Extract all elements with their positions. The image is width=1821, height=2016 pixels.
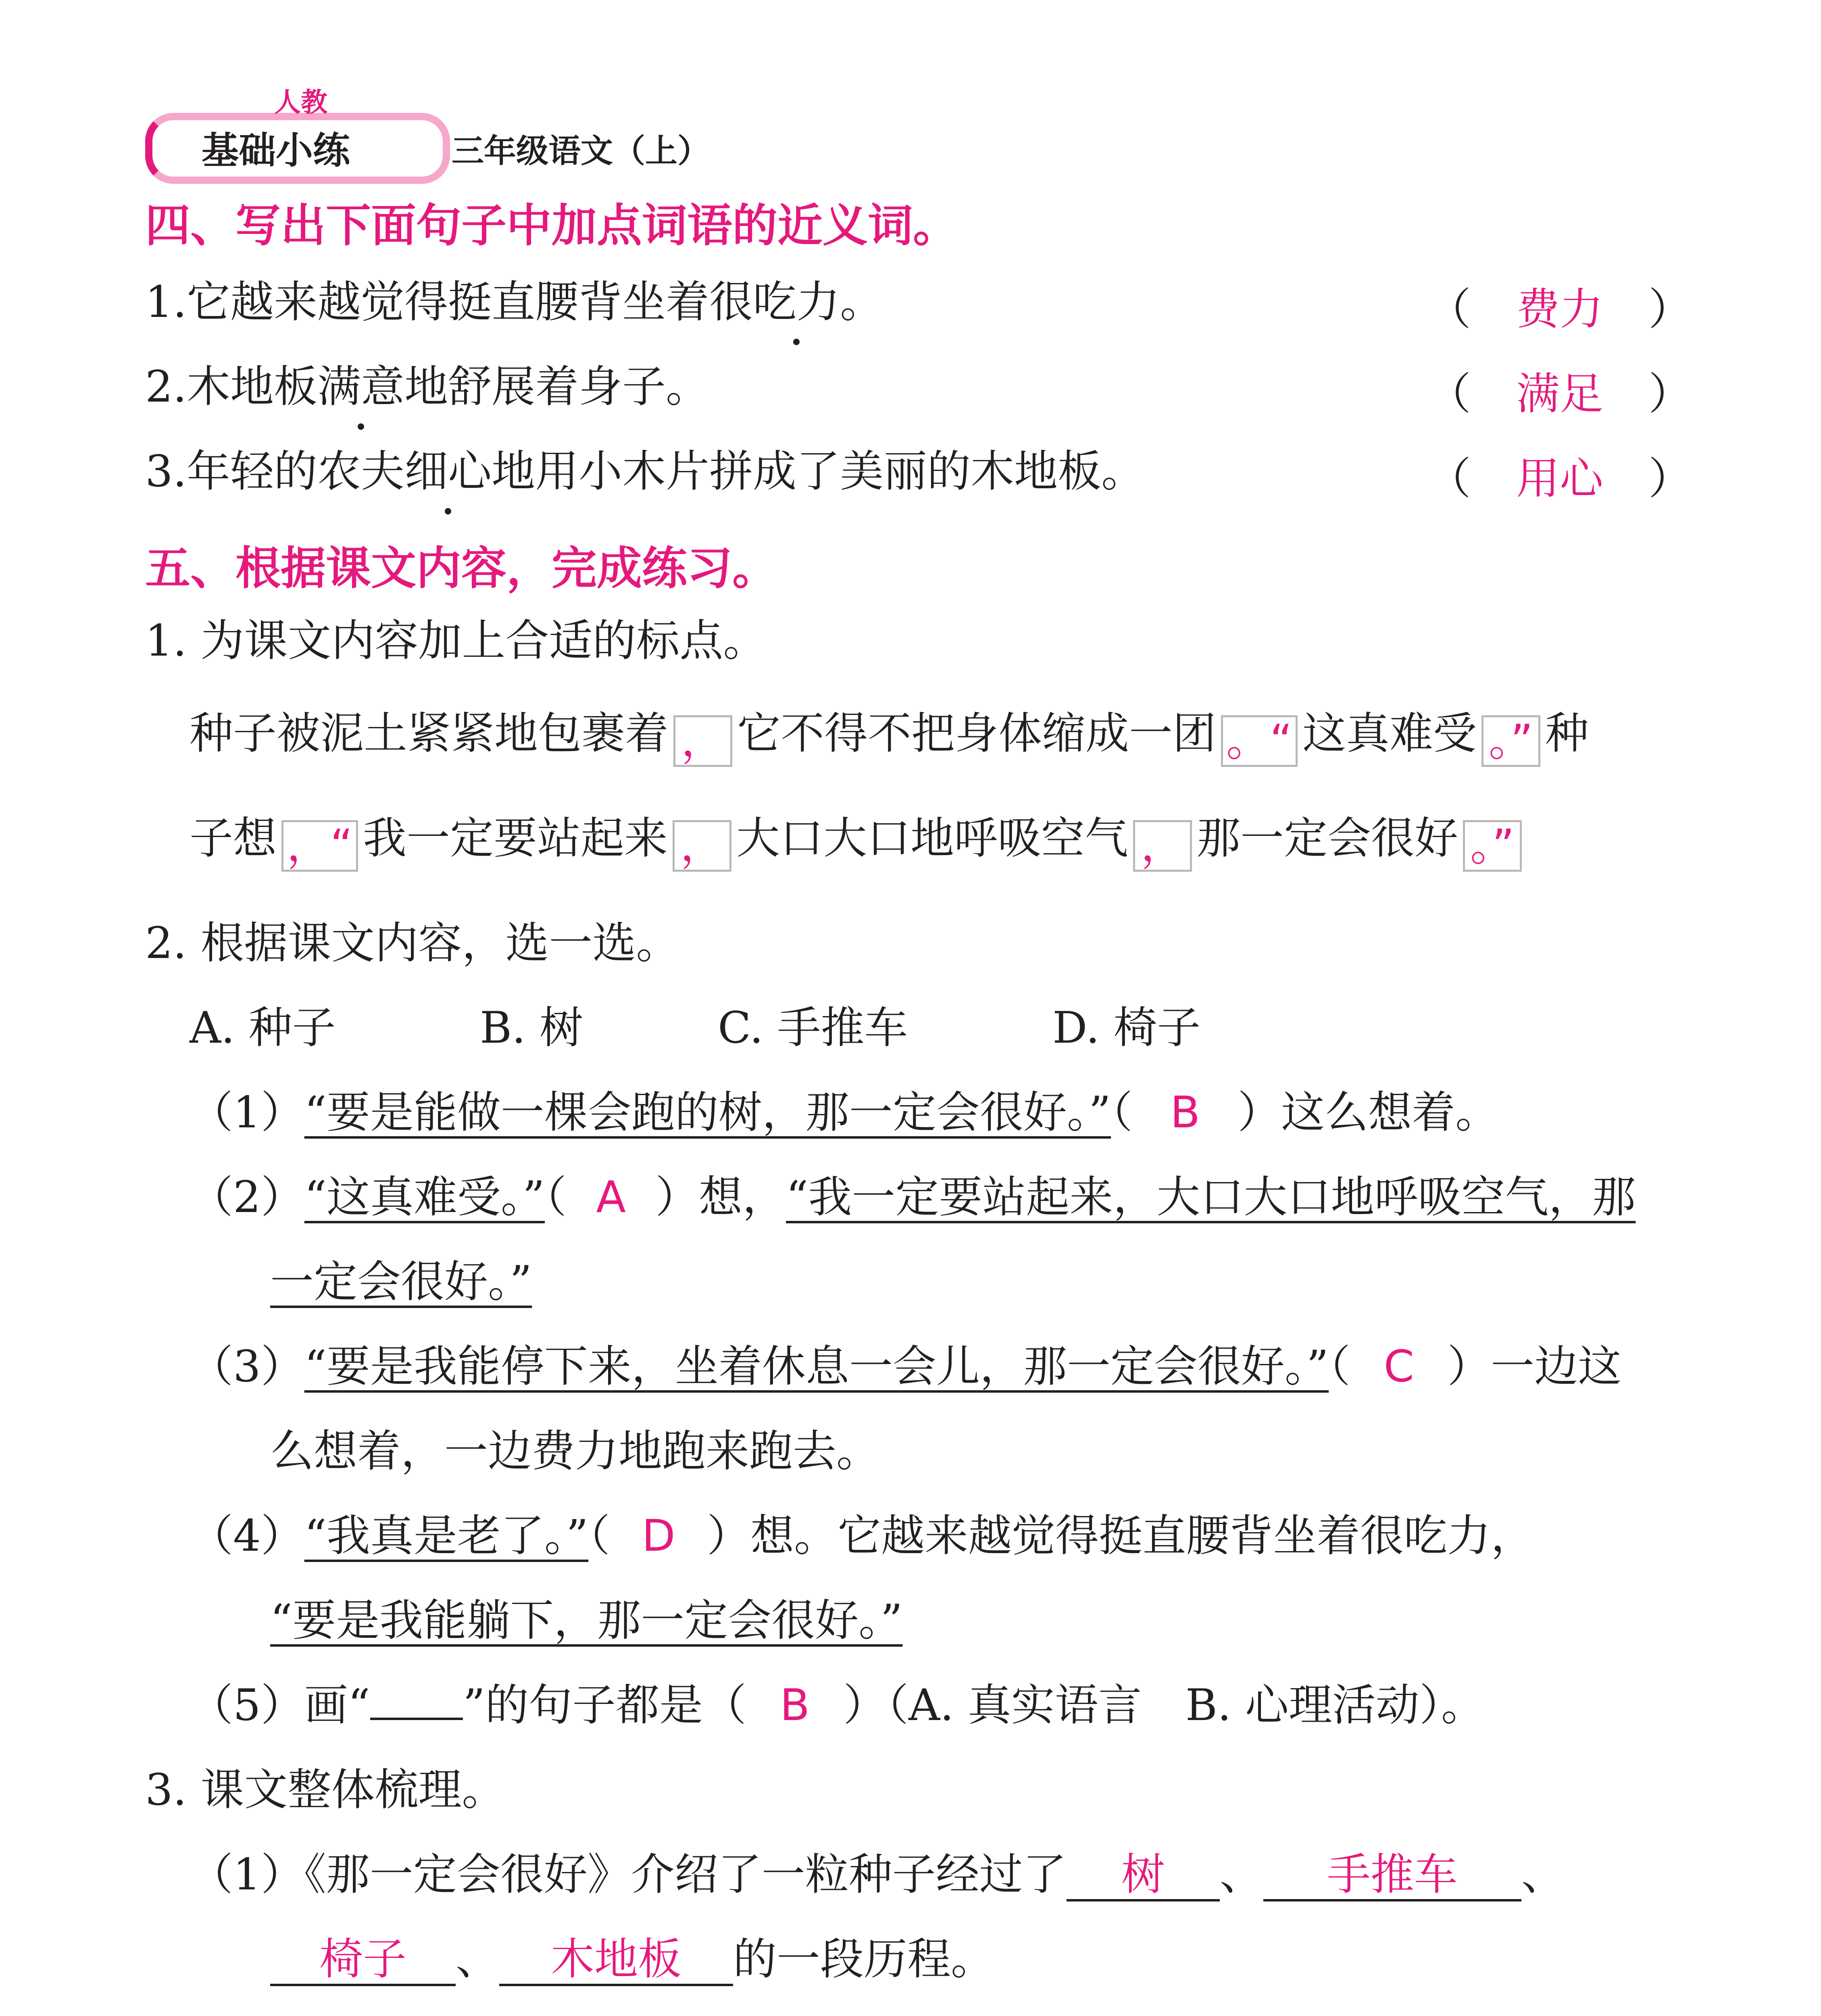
underline-sample	[370, 1685, 463, 1720]
q2-sentence-3: （3）“要是我能停下来，坐着休息一会儿，那一定会很好。”（ C ）一边这	[190, 1341, 1622, 1392]
q2-sentence-3-cont: 么想着，一边费力地跑来跑去。	[270, 1426, 880, 1477]
punct-box: 。”	[1481, 715, 1540, 767]
punct-box: ，	[1133, 820, 1192, 872]
q2-sentence-4-cont: “要是我能躺下，那一定会很好。”	[270, 1595, 903, 1646]
fill-blank: 椅子	[270, 1936, 456, 1986]
grade-label: 三年级语文（上）	[452, 132, 710, 170]
punct-box: ，“	[281, 820, 358, 872]
q2-sentence-1: （1）“要是能做一棵会跑的树，那一定会很好。”（ B ）这么想着。	[190, 1087, 1499, 1138]
q3-part-1: （1）《那一定会很好》介绍了一粒种子经过了 树 、 手推车 、	[190, 1847, 1565, 1903]
section4-item-3: 3.年轻的农夫细心地用小木片拼成了美丽的木地板。	[145, 444, 1145, 500]
publisher-label: 人教	[274, 87, 327, 118]
q3-part-1-cont: 椅子 、 木地板 的一段历程。	[270, 1931, 994, 1988]
q1-line-2: 子想 ，“ 我一定要站起来 ， 大口大口地呼吸空气 ， 那一定会很好 。”	[190, 810, 1527, 872]
fill-blank: 树	[1067, 1851, 1220, 1901]
section4-item-2: 2.木地板满意地舒展着身子。	[145, 359, 709, 415]
punct-box: ，	[673, 820, 731, 872]
q3-prompt: 3. 课文整体梳理。	[145, 1765, 506, 1815]
fill-blank: 手推车	[1263, 1851, 1521, 1901]
answer-paren-2: （ 满足 ）	[1427, 369, 1692, 419]
answer-paren-3: （ 用心 ）	[1427, 454, 1692, 504]
q1-prompt: 1. 为课文内容加上合适的标点。	[145, 616, 767, 666]
punct-box: 。”	[1463, 820, 1522, 872]
q2-sentence-2: （2）“这真难受。”（ A ）想，“我一定要站起来，大口大口地呼吸空气，那	[190, 1172, 1636, 1223]
q2-option-c: C. 手推车	[718, 1003, 908, 1053]
q2-prompt: 2. 根据课文内容，选一选。	[145, 918, 680, 968]
section4-item-1: 1.它越来越觉得挺直腰背坐着很吃力。	[145, 274, 883, 331]
q2-option-b: B. 树	[480, 1003, 583, 1053]
answer-paren-1: （ 费力 ）	[1427, 284, 1692, 335]
fill-blank: 木地板	[499, 1936, 733, 1986]
section5-title: 五、根据课文内容，完成练习。	[145, 542, 777, 595]
q2-sentence-2-cont: 一定会很好。”	[270, 1257, 532, 1307]
q2-option-d: D. 椅子	[1052, 1003, 1201, 1053]
q2-sentence-5: （5）画“ ”的句子都是（ B ）（A. 真实语言 B. 心理活动）。	[190, 1680, 1485, 1731]
q2-option-a: A. 种子	[190, 1003, 336, 1053]
dotted-word: 满意	[317, 359, 404, 415]
header-title: 基础小练	[202, 129, 350, 172]
section4-title: 四、写出下面句子中加点词语的近义词。	[145, 200, 958, 252]
dotted-word: 细心	[404, 444, 492, 500]
q1-line-1: 种子被泥土紧紧地包裹着 ， 它不得不把身体缩成一团 。“ 这真难受 。” 种	[190, 708, 1589, 766]
dotted-word: 吃力	[753, 274, 840, 331]
q2-sentence-4: （4）“我真是老了。”（ D ）想。它越来越觉得挺直腰背坐着很吃力，	[190, 1511, 1535, 1561]
punct-box: 。“	[1221, 715, 1298, 767]
punct-box: ，	[673, 715, 732, 767]
